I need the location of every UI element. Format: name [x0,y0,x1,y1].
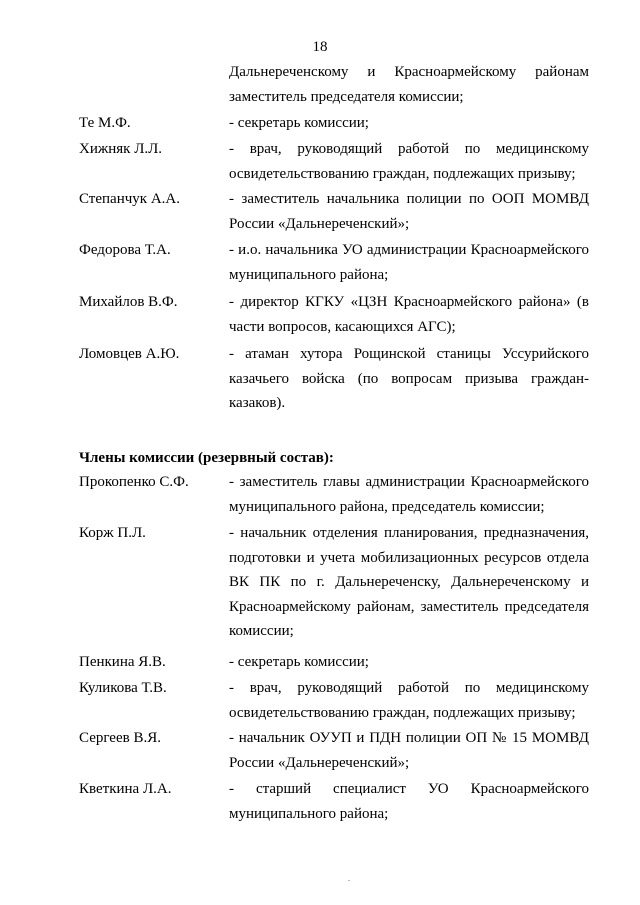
text-line: - врач, руководящий работой по медицинскому [229,141,589,157]
text-line: муниципального района; [229,266,389,283]
member-role [229,137,589,186]
member-role [229,111,589,136]
member-name: Куликова Т.В. [79,680,167,696]
scan-speck [348,880,350,881]
member-role [229,187,589,236]
member-name: Федорова Т.А. [79,242,171,258]
text-line: Дальнереченскому и Красноармейскому районам [229,64,589,80]
member-name: Кветкина Л.А. [79,781,172,797]
member-name: Корж П.Л. [79,525,146,541]
member-name: Степанчук А.А. [79,191,180,207]
text-line: подготовки и учета мобилизационных ресурсов отдела [229,549,589,566]
member-name: Ломовцев А.Ю. [79,346,180,362]
member-name: Прокопенко С.Ф. [79,474,189,490]
text-line: Красноармейскому районам, заместитель председателя [229,598,589,615]
member-row [79,650,589,675]
member-role [229,290,589,339]
reserve-section-heading: Члены комиссии (резервный состав): [79,450,334,466]
text-line: - атаман хутора Рощинской станицы Уссурийского [229,346,589,362]
continuation-text [229,60,589,109]
member-name: Хижняк Л.Л. [79,141,163,157]
member-role [229,521,589,644]
member-row [79,777,589,826]
text-line: России «Дальнереченский»; [229,215,410,232]
page-number: 18 [312,39,328,55]
text-line: - начальник ОУУП и ПДН полиции ОП № 15 МОМВД [229,730,589,746]
text-line: казачьего войска (по вопросам призыва граждан- [229,370,589,387]
member-role [229,726,589,775]
member-row [79,290,589,339]
text-line: России «Дальнереченский»; [229,754,410,771]
text-line: освидетельствованию граждан, подлежащих призыву; [229,704,576,721]
member-row [79,521,589,644]
member-row [79,238,589,287]
member-row [79,676,589,725]
text-line: муниципального района; [229,805,389,822]
member-role [229,470,589,519]
text-line: казаков). [229,395,286,411]
member-row [79,137,589,186]
member-name: Михайлов В.Ф. [79,294,178,310]
member-role [229,676,589,725]
text-line: - старший специалист УО Красноармейского [229,781,589,797]
text-line: части вопросов, касающихся АГС); [229,318,456,335]
member-role [229,342,589,416]
member-row [79,470,589,519]
member-row [79,187,589,236]
text-line: - врач, руководящий работой по медицинскому [229,680,589,696]
text-line: освидетельствованию граждан, подлежащих призыву; [229,165,576,182]
text-line: - директор КГКУ «ЦЗН Красноармейского района» (в [229,294,589,310]
member-name: Те М.Ф. [79,115,131,131]
member-name: Сергеев В.Я. [79,730,161,746]
text-line: ВК ПК по г. Дальнереченску, Дальнереченскому и [229,574,589,590]
member-row [79,726,589,775]
text-line: - секретарь комиссии; [229,654,369,670]
member-row [79,111,589,136]
member-role [229,238,589,287]
text-line: - заместитель начальника полиции по ООП МОМВД [229,191,589,207]
text-line: - заместитель главы администрации Красноармейского [229,474,589,490]
member-role [229,650,589,675]
text-line: - и.о. начальника УО администрации Красноармейского [229,242,589,258]
text-line: комиссии; [229,623,294,639]
text-line: - начальник отделения планирования, предназначения, [229,525,589,541]
member-row [79,342,589,416]
member-role [229,777,589,826]
text-line: заместитель председателя комиссии; [229,88,464,105]
member-name: Пенкина Я.В. [79,654,166,670]
text-line: муниципального района, председатель комиссии; [229,498,545,515]
text-line: - секретарь комиссии; [229,115,369,131]
